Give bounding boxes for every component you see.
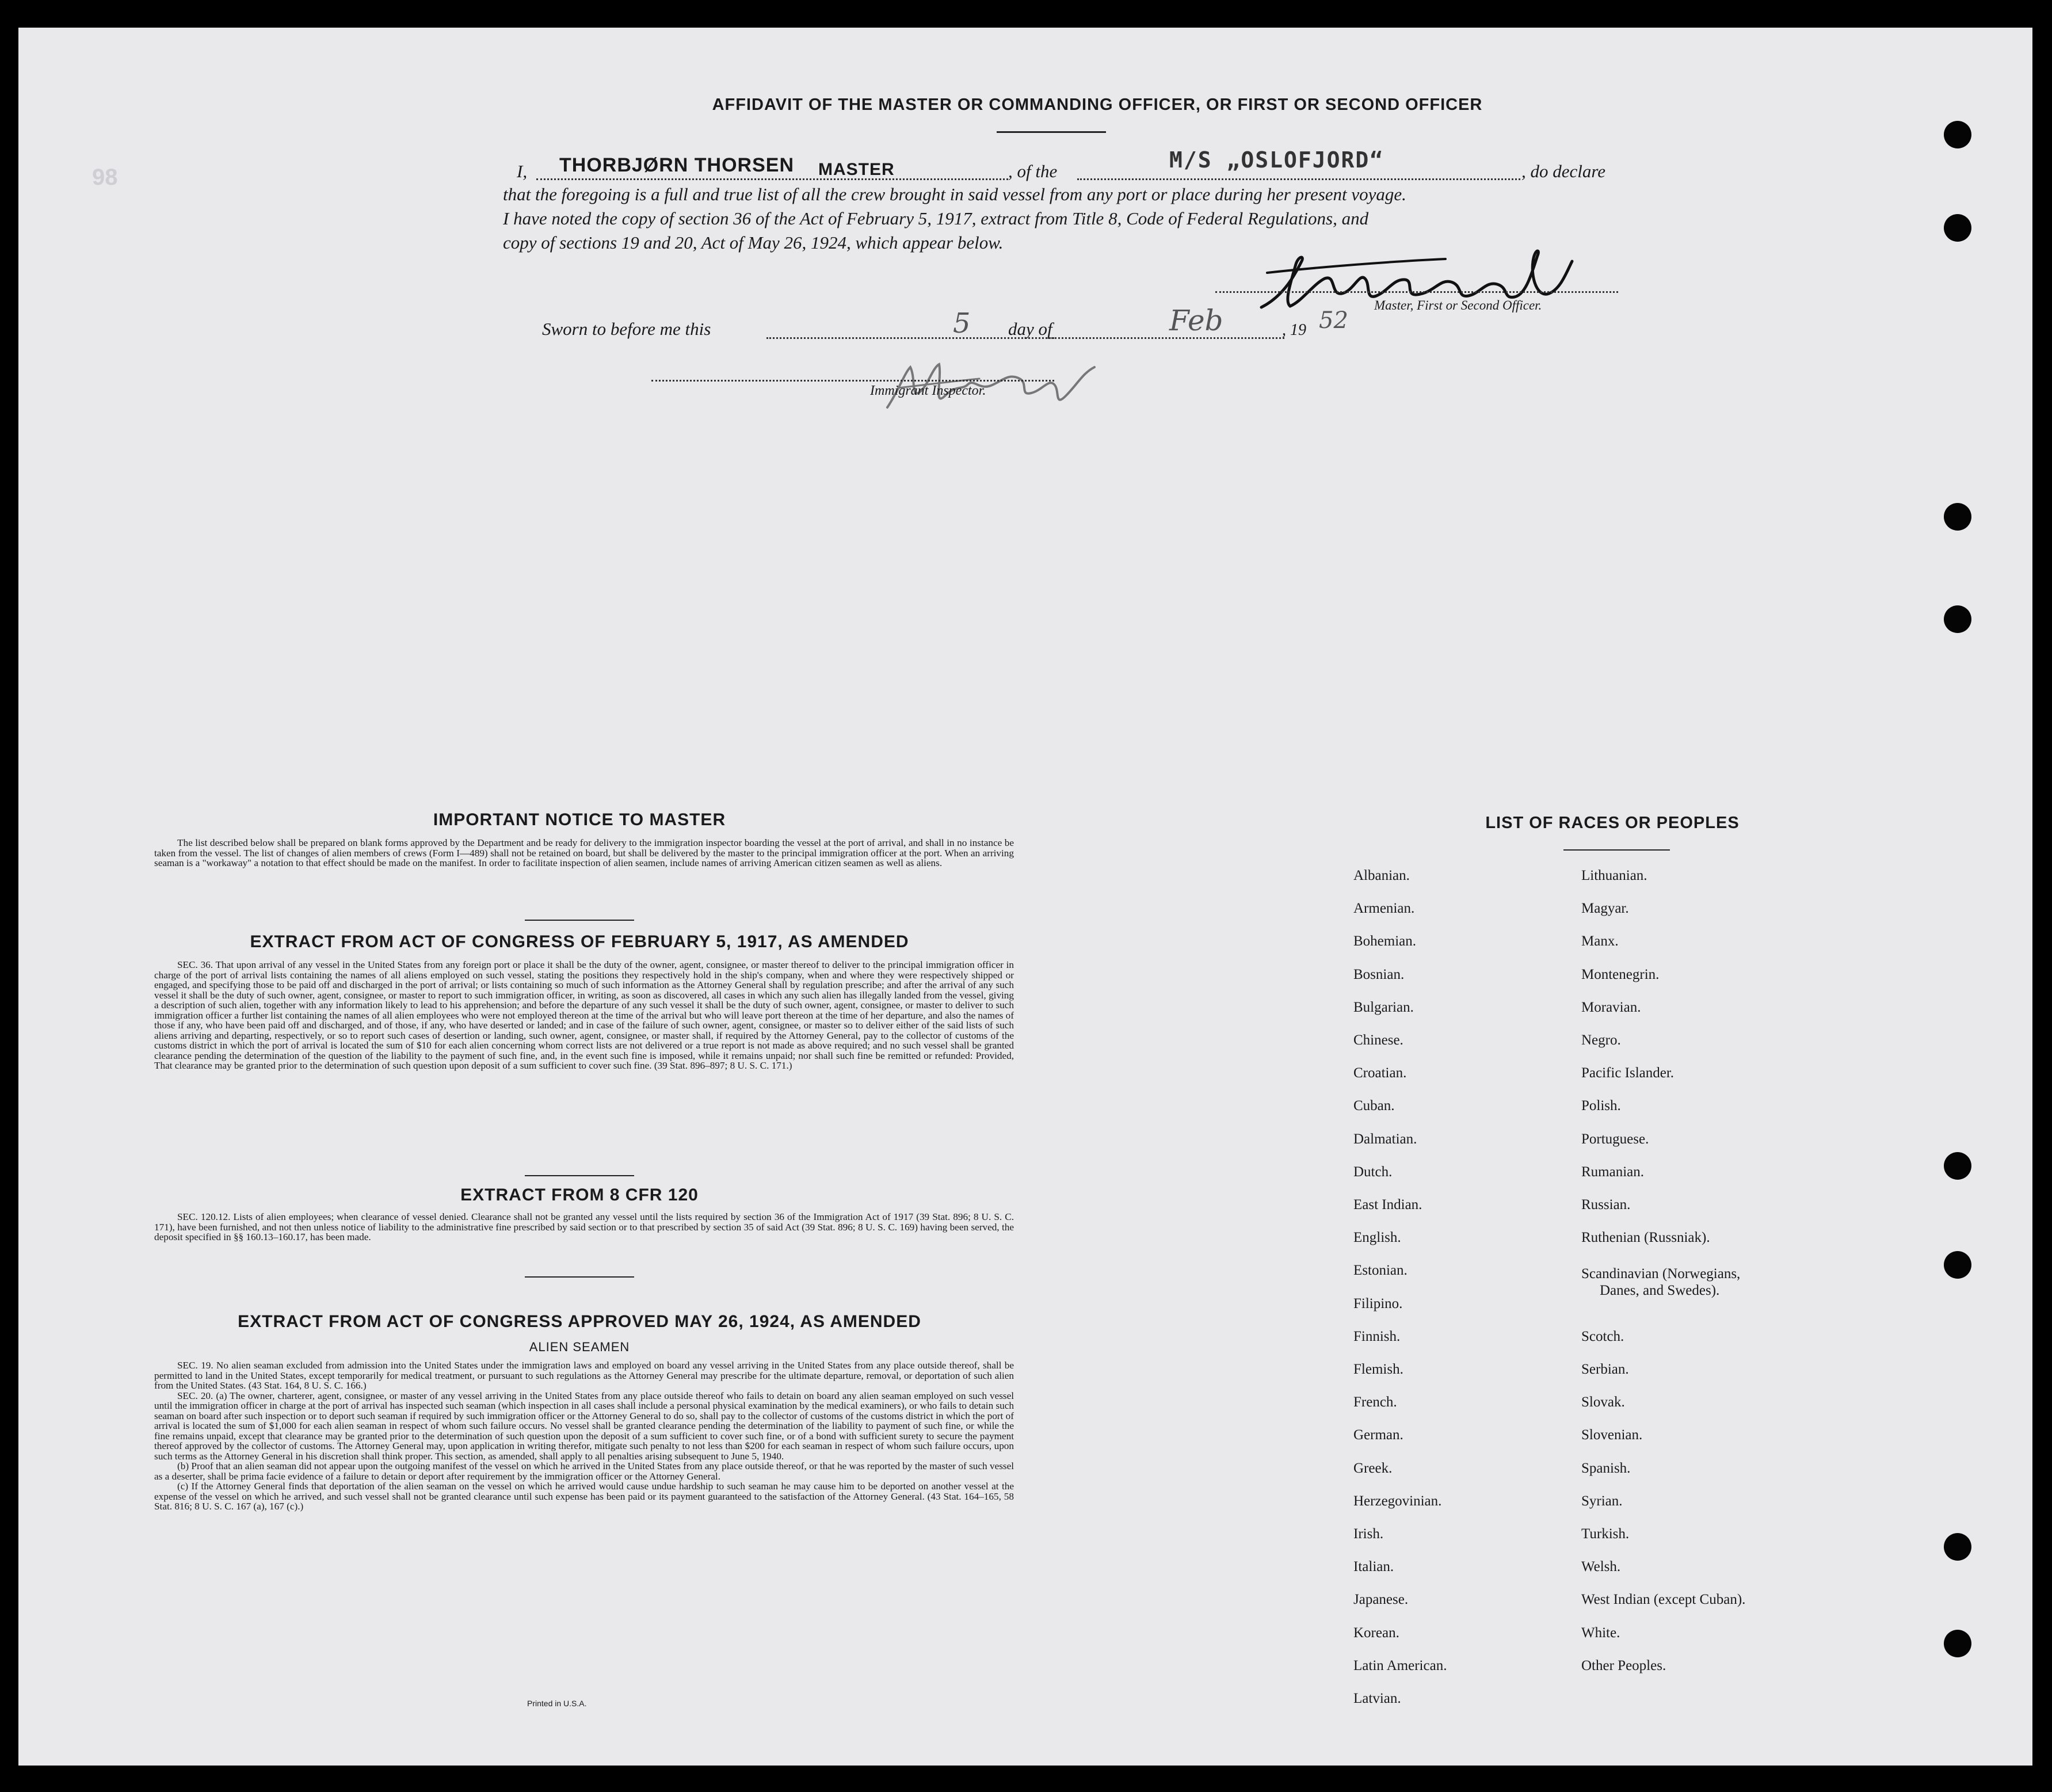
sworn-month-line [1048, 337, 1284, 339]
affidavit-i-label: I, [517, 161, 528, 181]
races-rule [1563, 849, 1670, 851]
race-item: Greek. [1353, 1460, 1393, 1476]
punch-hole [1944, 1251, 1971, 1279]
sworn-label: Sworn to before me this [542, 319, 711, 339]
vessel-name: M/S „OSLOFJORD“ [1169, 147, 1384, 173]
race-item: Japanese. [1353, 1592, 1409, 1608]
day-of-label: day of [1008, 319, 1052, 339]
affidavit-title: AFFIDAVIT OF THE MASTER OR COMMANDING OFFICER, OR FIRST OR SECOND OFFICER [712, 96, 1483, 114]
extract-1917-title: EXTRACT FROM ACT OF CONGRESS OF FEBRUARY 5, 1917, AS AMENDED [250, 932, 909, 951]
punch-hole [1944, 1533, 1971, 1561]
race-item: Finnish. [1353, 1328, 1401, 1344]
race-item: Latin American. [1353, 1657, 1447, 1673]
year-suffix: 52 [1319, 307, 1348, 334]
extract-cfr-title: EXTRACT FROM 8 CFR 120 [460, 1185, 699, 1204]
master-signature-caption: Master, First or Second Officer. [1374, 298, 1542, 312]
race-item: West Indian (except Cuban). [1581, 1592, 1746, 1608]
punch-hole [1944, 503, 1971, 531]
notice-text [154, 838, 1014, 868]
sworn-month: Feb [1169, 304, 1223, 337]
race-item: Slovenian. [1581, 1427, 1643, 1443]
race-item: Scandinavian (Norwegians, [1581, 1266, 1741, 1282]
race-item: Lithuanian. [1581, 868, 1647, 883]
race-item: Rumanian. [1581, 1164, 1645, 1180]
race-item: Russian. [1581, 1197, 1631, 1213]
of-the-label: , of the [1008, 161, 1058, 181]
race-item: French. [1353, 1394, 1397, 1410]
affidavit-line-3: I have noted the copy of section 36 of the Act of February 5, 1917, extract from Title 8, Code of Federal Regulations, and [503, 208, 1369, 228]
extract-1924-text [154, 1360, 1014, 1512]
race-item: Magyar. [1581, 901, 1629, 917]
race-item: Portuguese. [1581, 1131, 1649, 1147]
race-item: Flemish. [1353, 1362, 1403, 1377]
race-item: Herzegovinian. [1353, 1493, 1442, 1509]
officer-rank: MASTER [818, 160, 895, 179]
race-item: Korean. [1353, 1625, 1399, 1641]
extract-1924-sec-20a: SEC. 20. (a) The owner, charterer, agent, consignee, or master of any vessel arriving in the United States from any place outside thereof who fails to detain on board any alien seaman employed on such vessel until the immigration officer in charge at the port of arrival has inspected such seaman (which inspection in all cases shall include a personal physical examination by the medical examiners), or who fails to detain such seaman on board after such inspection or to deport such seaman if required by such immigration officer or the Attorney General to do so, shall pay to the collector of customs of the customs district in which the port of arrival is located the sum of $1,000 for each alien seaman in respect of whom such failure occurs. No vessel shall be granted clearance pending the determination of the liability to payment of such fine, or while the fine remains unpaid, except that clearance may be granted prior to the determination of such question upon the deposit of a sum sufficient to cover such fine, or of a bond with sufficient surety to secure the payment thereof approved by the collector of customs. The Attorney General may, upon application in writing therefor, mitigate such penalty to not less than $200 for each seaman in respect of whom such failure occurs, upon such terms as the Attorney General in his discretion shall think proper. This section, as amended, shall apply to all penalties arising subsequent to June 5, 1940. [154, 1390, 1014, 1462]
document-page [18, 28, 2032, 1766]
race-item: Irish. [1353, 1526, 1384, 1542]
race-item: English. [1353, 1230, 1401, 1246]
punch-hole [1944, 605, 1971, 633]
race-item: Albanian. [1353, 868, 1410, 883]
race-item: Italian. [1353, 1559, 1394, 1575]
extract-1917-rule [525, 1175, 634, 1176]
race-item: Negro. [1581, 1032, 1621, 1048]
inspector-caption: Immigrant Inspector. [870, 383, 986, 398]
races-title: LIST OF RACES OR PEOPLES [1485, 814, 1740, 832]
race-item: Manx. [1581, 933, 1619, 950]
race-item: German. [1353, 1427, 1403, 1443]
race-item: Syrian. [1581, 1493, 1623, 1509]
punch-hole [1944, 1630, 1971, 1657]
vessel-name-line [1077, 178, 1520, 180]
race-item: Filipino. [1353, 1295, 1403, 1311]
printed-in-usa: Printed in U.S.A. [527, 1699, 587, 1708]
title-rule [997, 131, 1106, 133]
officer-name: THORBJØRN THORSEN [559, 154, 795, 176]
race-item: Bulgarian. [1353, 999, 1414, 1015]
do-declare-label: , do declare [1521, 161, 1606, 181]
race-item: Pacific Islander. [1581, 1065, 1675, 1081]
master-signature-line [1215, 291, 1618, 293]
extract-1917-paragraph: SEC. 36. That upon arrival of any vessel in the United States from any foreign port or place it shall be the duty of the owner, agent, consignee, or master thereof to deliver to the principal immigration officer in charge of the port of arrival lists containing the names of all aliens employed on such vessel, stating the positions they respectively hold in the ship's company, when and where they were respectively shipped or engaged, and specifying those to be paid off and discharged in the port of arrival; or lists containing so much of such information as the Attorney General shall by regulation prescribe; and after the arrival of any such vessel it shall be the duty of such owner, agent, consignee, or master to report to such immigration officer, in writing, as soon as discovered, all cases in which any such alien has illegally landed from the vessel, giving a description of such alien, together with any information likely to lead to his apprehension; and before the departure of any such vessel it shall be the duty of such owner, agent, consignee, or master to deliver to such immigration officer a further list containing the names of all alien employees who were not employed thereon at the time of the arrival but who will leave port thereon at the time of her departure, and also the names of those if any, who have been paid off and discharged, and of those, if any, who have deserted or landed; and in case of the failure of such owner, agent, consignee, or master so to deliver either of the said lists of such aliens arriving and departing, respectively, or so to report such cases of desertion or landing, such owner, agent, consignee, or master shall, if required by the Attorney General, pay to the collector of customs of the customs district in which the port of arrival is located the sum of $10 for each alien concerning whom correct lists are not delivered or a true report is not made as above required; and no such vessel shall be granted clearance pending the determination of the question of the liability to the payment of such fine, and, in the event such fine is imposed, while it remains unpaid; nor shall such fine be remitted or refunded: Provided, That clearance may be granted prior to the determination of such question upon deposit of a sum sufficient to cover such fine. (39 Stat. 896–897; 8 U. S. C. 171.) [154, 959, 1014, 1071]
race-item: Armenian. [1353, 901, 1415, 917]
race-item: Other Peoples. [1581, 1657, 1666, 1673]
race-item: Montenegrin. [1581, 966, 1660, 982]
race-item: Turkish. [1581, 1526, 1630, 1542]
race-item: Dutch. [1353, 1164, 1393, 1180]
affidavit-line-4: copy of sections 19 and 20, Act of May 26, 1924, which appear below. [503, 232, 1004, 253]
extract-1924-sec-20c: (c) If the Attorney General finds that deportation of the alien seaman on the vessel on which he arrived would cause undue hardship to such seaman he may cause him to be deported on another vessel at the expense of the vessel on which he arrived, and such vessel shall not be granted clearance until such expense has been paid or its payment guaranteed to the satisfaction of the Attorney General. (43 Stat. 164–165, 58 Stat. 816; 8 U. S. C. 167 (a), 167 (c).) [154, 1481, 1014, 1512]
race-item: Bohemian. [1353, 933, 1417, 950]
punch-hole [1944, 214, 1971, 242]
race-item: Moravian. [1581, 999, 1641, 1015]
race-item: Spanish. [1581, 1460, 1631, 1476]
extract-cfr-paragraph: SEC. 120.12. Lists of alien employees; when clearance of vessel denied. Clearance shall not be granted any vessel until the lists required by section 36 of the Immigration Act of 1917 (39 Stat. 896; 8 U. S. C. 171), have been furnished, and not then unless notice of liability to the administrative fine prescribed by said section or to that prescribed by section 35 of said Act (39 Stat. 896; 8 U. S. C. 169) having been served, the deposit specified in §§ 160.13–160.17, has been made. [154, 1211, 1014, 1242]
race-item: Ruthenian (Russniak). [1581, 1230, 1710, 1246]
race-item: Latvian. [1353, 1691, 1401, 1706]
extract-cfr-text [154, 1212, 1014, 1242]
race-item: Bosnian. [1353, 966, 1405, 982]
notice-rule [525, 920, 634, 921]
notice-paragraph: The list described below shall be prepared on blank forms approved by the Department and be ready for delivery to the immigration inspector boarding the vessel at the port of arrival, and shall in no instance be taken from the vessel. The list of changes of alien members of crews (Form I—489) shall not be retained on board, but shall be delivered by the master to the principal immigration officer at the port. When an arriving seaman is a "workaway" a notation to that effect should be made on the manifest. In order to facilitate inspection of alien seamen, include names of arriving American citizen seamen as well as aliens. [154, 837, 1014, 868]
inspector-signature-line [651, 380, 1054, 382]
extract-1924-title: EXTRACT FROM ACT OF CONGRESS APPROVED MAY 26, 1924, AS AMENDED [238, 1312, 921, 1331]
race-item: Danes, and Swedes). [1600, 1282, 1720, 1298]
affidavit-line-2: that the foregoing is a full and true list of all the crew brought in said vessel from any port or place during her present voyage. [503, 184, 1406, 204]
race-item: Estonian. [1353, 1263, 1408, 1279]
notice-title: IMPORTANT NOTICE TO MASTER [433, 810, 726, 829]
extract-1924-sec-19: SEC. 19. No alien seaman excluded from admission into the United States under the immigration laws and employed on board any vessel arriving in the United States from any place outside thereof, shall be permitted to land in the United States, except temporarily for medical treatment, or pursuant to such regulations as the Attorney General may prescribe for the ultimate departure, removal, or deportation of such alien from the United States. (43 Stat. 164, 8 U. S. C. 166.) [154, 1360, 1014, 1391]
race-item: White. [1581, 1625, 1620, 1641]
race-item: Cuban. [1353, 1098, 1395, 1114]
faint-page-mark: 98 [92, 165, 118, 190]
punch-hole [1944, 1152, 1971, 1180]
race-item: Dalmatian. [1353, 1131, 1417, 1147]
race-item: Serbian. [1581, 1362, 1629, 1377]
extract-cfr-rule [525, 1276, 634, 1278]
sworn-day: 5 [953, 307, 971, 340]
race-item: East Indian. [1353, 1197, 1422, 1213]
race-item: Croatian. [1353, 1065, 1407, 1081]
race-item: Chinese. [1353, 1032, 1403, 1048]
extract-1924-subtitle: ALIEN SEAMEN [529, 1340, 630, 1354]
race-item: Welsh. [1581, 1559, 1621, 1575]
year-prefix: , 19 [1282, 321, 1306, 339]
officer-name-line [536, 178, 1008, 180]
race-item: Slovak. [1581, 1394, 1625, 1410]
race-item: Polish. [1581, 1098, 1621, 1114]
punch-hole [1944, 121, 1971, 148]
race-item: Scotch. [1581, 1328, 1624, 1344]
extract-1917-text [154, 960, 1014, 1071]
extract-1924-sec-20b: (b) Proof that an alien seaman did not appear upon the outgoing manifest of the vessel on which he arrived in the United States from any place outside thereof, or that he was reported by the master of such vessel as a deserter, shall be prima facie evidence of a failure to detain or deport after requirement by the immigration officer or the Attorney General. [154, 1461, 1014, 1482]
